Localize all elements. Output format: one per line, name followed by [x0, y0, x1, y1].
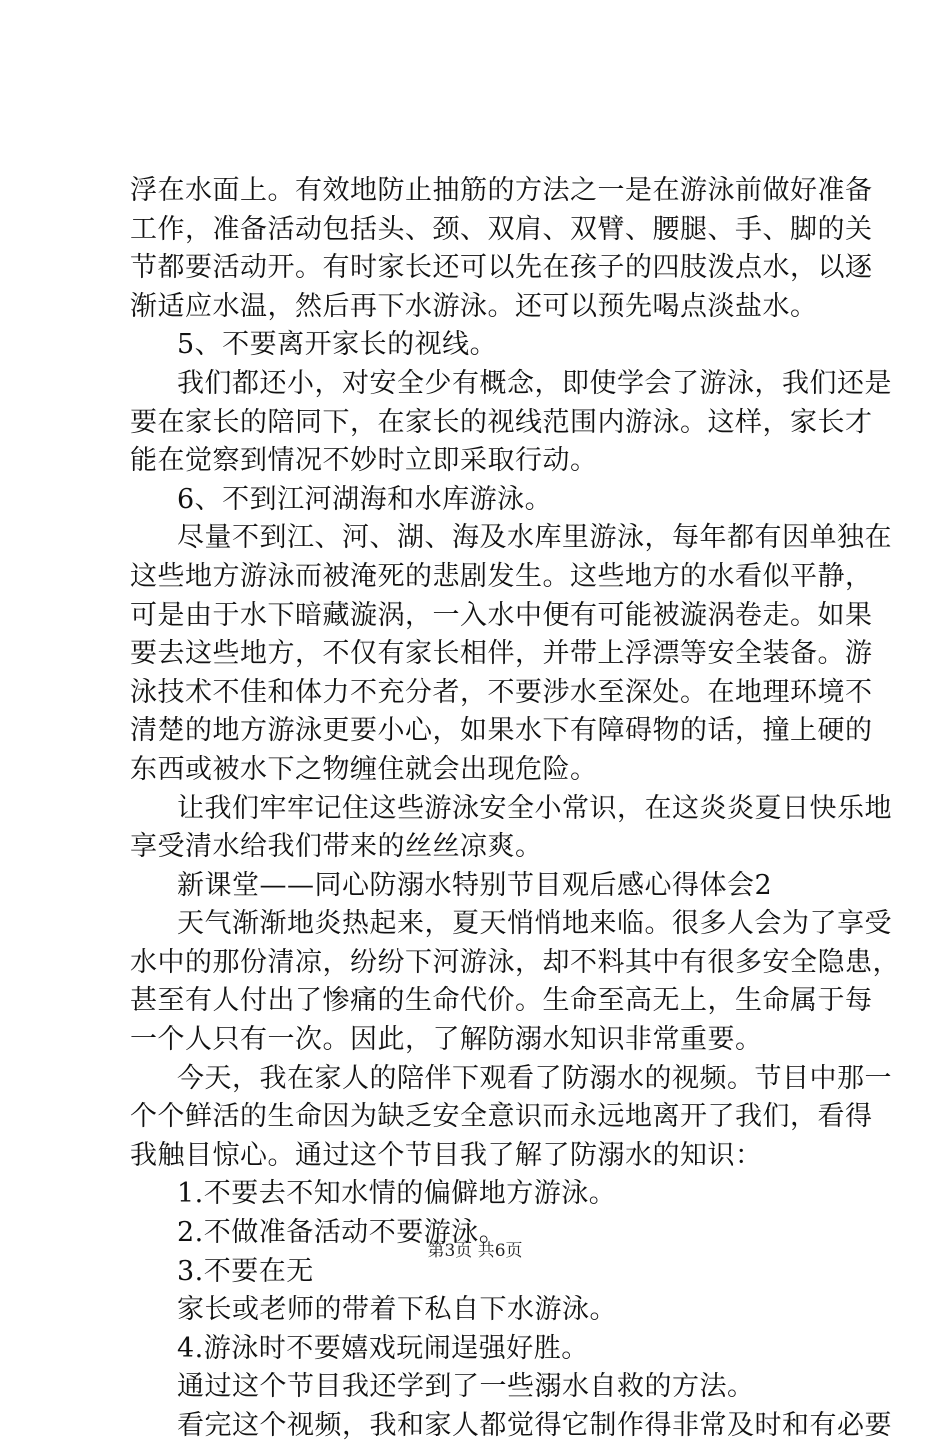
text-line: 清楚的地方游泳更要小心，如果水下有障碍物的话，撞上硬的 — [130, 715, 873, 747]
text-line: 今天，我在家人的陪伴下观看了防溺水的视频。节目中那一 — [177, 1062, 892, 1094]
text-line: 甚至有人付出了惨痛的生命代价。生命至高无上，生命属于每 — [130, 985, 873, 1017]
text-line: 这些地方游泳而被淹死的悲剧发生。这些地方的水看似平静， — [130, 560, 873, 592]
text-line: 家长或老师的带着下私自下水游泳。 — [177, 1294, 617, 1326]
text-line: 要在家长的陪同下，在家长的视线范围内游泳。这样，家长才 — [130, 406, 873, 438]
list-item: 3.不要在无 — [177, 1255, 314, 1287]
article-title: 新课堂——同心防溺水特别节目观后感心得体会2 — [177, 869, 773, 901]
section-heading: 6、不到江河湖海和水库游泳。 — [177, 483, 553, 515]
text-line: 渐适应水温，然后再下水游泳。还可以预先喝点淡盐水。 — [130, 290, 818, 322]
text-line: 我们都还小，对安全少有概念，即使学会了游泳，我们还是 — [177, 367, 892, 399]
text-line: 让我们牢牢记住这些游泳安全小常识，在这炎炎夏日快乐地 — [177, 792, 892, 824]
text-line: 一个人只有一次。因此，了解防溺水知识非常重要。 — [130, 1024, 763, 1056]
text-line: 我触目惊心。通过这个节目我了解了防溺水的知识： — [130, 1139, 763, 1171]
text-line: 个个鲜活的生命因为缺乏安全意识而永远地离开了我们，看得 — [130, 1101, 873, 1133]
text-line: 能在觉察到情况不妙时立即采取行动。 — [130, 445, 598, 477]
text-line: 享受清水给我们带来的丝丝凉爽。 — [130, 831, 543, 863]
text-line: 尽量不到江、河、湖、海及水库里游泳，每年都有因单独在 — [177, 522, 892, 554]
text-line: 节都要活动开。有时家长还可以先在孩子的四肢泼点水，以逐 — [130, 252, 873, 284]
text-line: 天气渐渐地炎热起来，夏天悄悄地来临。很多人会为了享受 — [177, 908, 892, 940]
text-line: 可是由于水下暗藏漩涡，一入水中便有可能被漩涡卷走。如果 — [130, 599, 873, 631]
section-heading: 5、不要离开家长的视线。 — [177, 329, 498, 361]
page-number-footer: 第3页 共6页 — [427, 1241, 523, 1261]
text-line: 浮在水面上。有效地防止抽筋的方法之一是在游泳前做好准备 — [130, 175, 873, 206]
text-line: 水中的那份清凉，纷纷下河游泳，却不料其中有很多安全隐患， — [130, 946, 900, 978]
text-line: 通过这个节目我还学到了一些溺水自救的方法。 — [177, 1371, 755, 1403]
text-line: 泳技术不佳和体力不充分者，不要涉水至深处。在地理环境不 — [130, 676, 873, 708]
list-item: 4.游泳时不要嬉戏玩闹逞强好胜。 — [177, 1332, 589, 1364]
list-item: 2.不做准备活动不要游泳。 — [177, 1217, 507, 1249]
text-line: 工作，准备活动包括头、颈、双肩、双臂、腰腿、手、脚的关 — [130, 213, 873, 245]
text-line: 要去这些地方，不仅有家长相伴，并带上浮漂等安全装备。游 — [130, 638, 873, 670]
list-item: 1.不要去不知水情的偏僻地方游泳。 — [177, 1178, 617, 1210]
text-line: 东西或被水下之物缠住就会出现危险。 — [130, 753, 598, 785]
text-line: 看完这个视频，我和家人都觉得它制作得非常及时和有必要 — [177, 1410, 892, 1441]
